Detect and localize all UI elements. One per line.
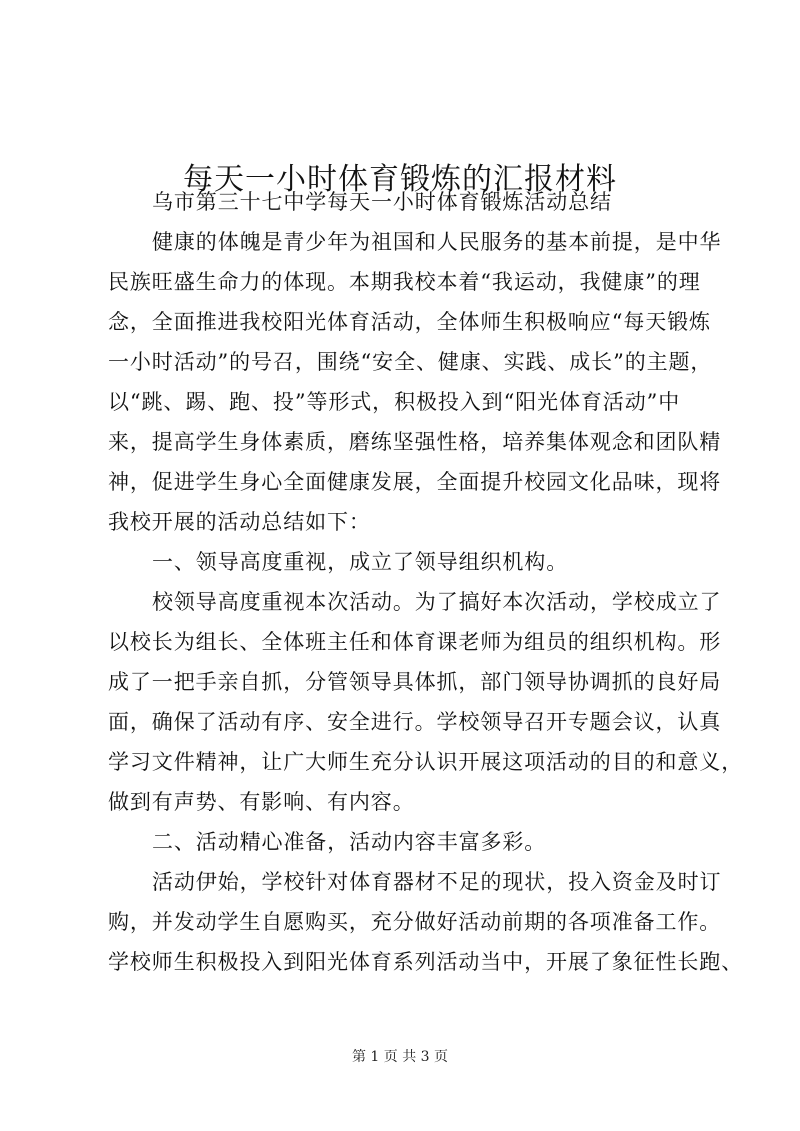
paragraph-line: 成了一把手亲自抓，分管领导具体抓，部门领导协调抓的良好局 [108,670,722,694]
paragraph-line: 以“跳、踢、跑、投”等形式，积极投入到“阳光体育活动”中 [108,390,681,414]
paragraph-line: 来，提高学生身体素质，磨练坚强性格，培养集体观念和团队精 [108,430,722,454]
paragraph-line: 活动伊始，学校针对体育器材不足的现状，投入资金及时订 [152,870,722,894]
document-body [108,185,744,985]
paragraph-line: 学校师生积极投入到阳光体育系列活动当中，开展了象征性长跑、 [108,950,744,974]
paragraph-line: 我校开展的活动总结如下： [108,510,371,534]
paragraph-line: 健康的体魄是青少年为祖国和人民服务的基本前提，是中华 [152,230,722,254]
paragraph-line: 神，促进学生身心全面健康发展，全面提升校园文化品味，现将 [108,470,722,494]
paragraph-line: 做到有声势、有影响、有内容。 [108,790,415,814]
paragraph-line: 校领导高度重视本次活动。为了搞好本次活动，学校成立了 [152,590,722,614]
page-footer: 第 1 页 共 3 页 [351,1049,449,1065]
paragraph-line: 民族旺盛生命力的体现。本期我校本着“我运动，我健康”的理 [108,270,701,294]
section-heading: 一、领导高度重视，成立了领导组织机构。 [152,550,569,574]
subtitle-line: 乌市第三十七中学每天一小时体育锻炼活动总结 [152,190,612,214]
section-heading: 二、活动精心准备，活动内容丰富多彩。 [152,830,547,854]
paragraph-line: 念，全面推进我校阳光体育活动，全体师生积极响应“每天锻炼 [108,310,711,334]
paragraph-line: 一小时活动”的号召，围绕“安全、健康、实践、成长”的主题， [108,350,713,374]
paragraph-line: 以校长为组长、全体班主任和体育课老师为组员的组织机构。形 [108,630,722,654]
paragraph-line: 购，并发动学生自愿购买，充分做好活动前期的各项准备工作。 [108,910,722,934]
paragraph-line: 面，确保了活动有序、安全进行。学校领导召开专题会议，认真 [108,710,722,734]
document-title: 每天一小时体育锻炼的汇报材料 [183,162,617,198]
paragraph-line: 学习文件精神，让广大师生充分认识开展这项活动的目的和意义， [108,750,744,774]
